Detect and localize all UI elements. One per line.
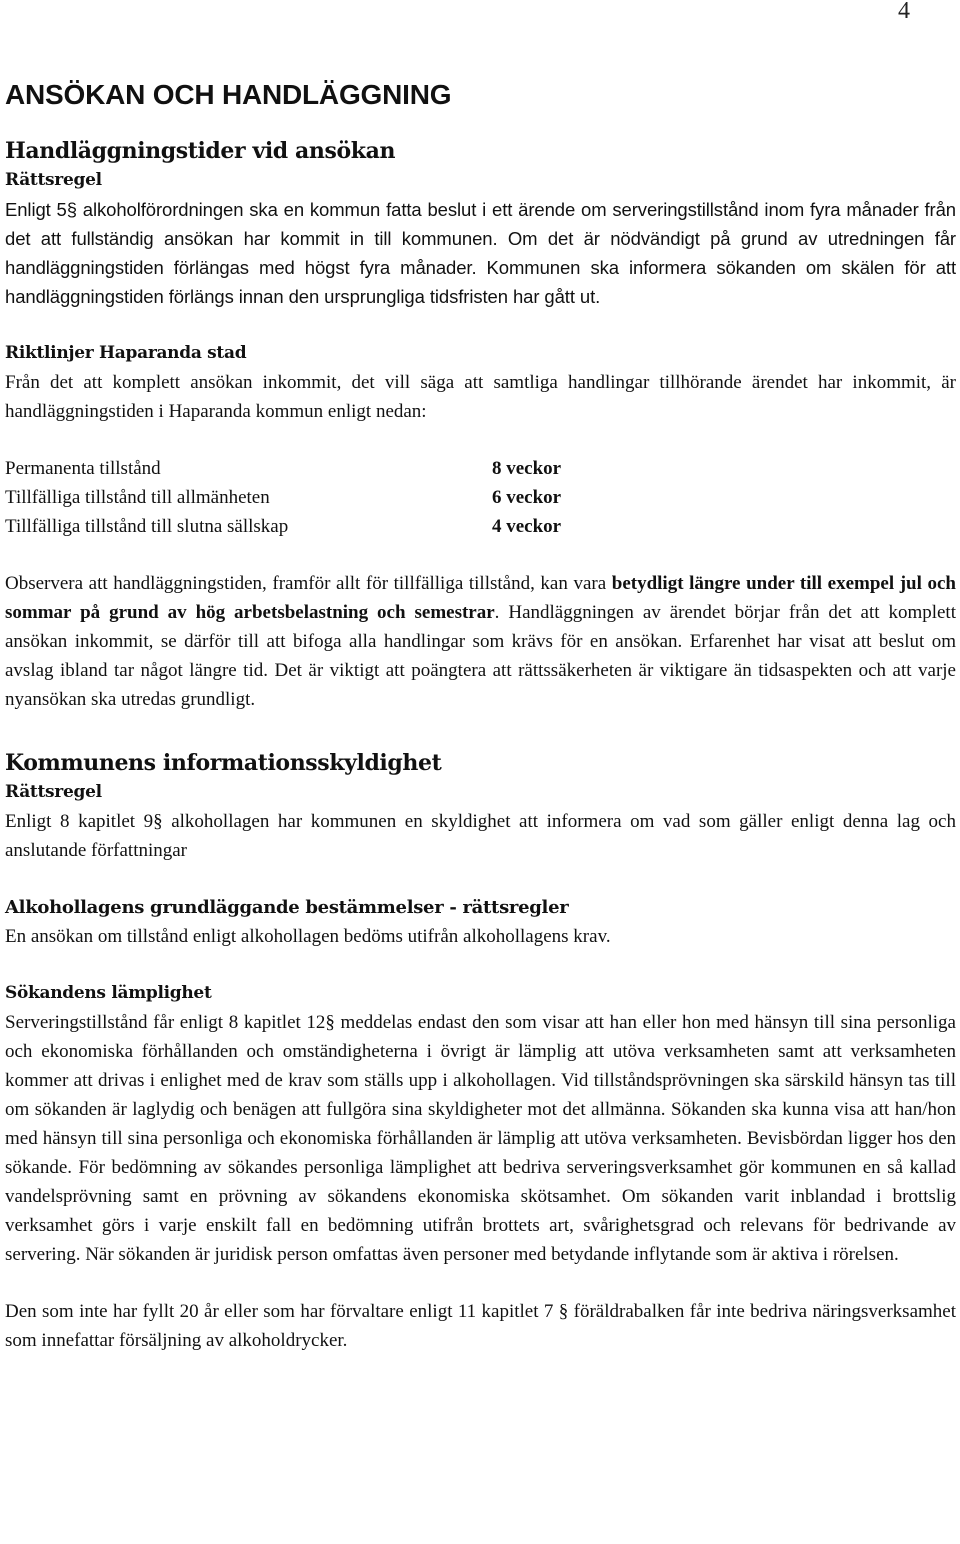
page-number: 4 xyxy=(898,0,910,24)
rule-label: Rättsregel xyxy=(5,782,102,802)
document-title: ANSÖKAN OCH HANDLÄGGNING xyxy=(5,79,452,110)
age-requirement-text: Den som inte har fyllt 20 år eller som har förvaltare enligt 11 kapitlet 7 § föräldrabalken får inte bedriva näringsverksamhet som innefattar försäljning av alkoholdrycker. xyxy=(5,1301,956,1351)
observation-paragraph xyxy=(5,569,956,714)
note-text: Observera att handläggningstiden, framför allt för tillfälliga tillstånd, kan vara xyxy=(5,573,612,594)
rule-text: Enligt 8 kapitlet 9§ alkohollagen har kommunen en skyldighet att informera om vad som gäller enligt denna lag och anslutande författningar xyxy=(5,811,956,861)
section-heading-basic-provisions: Alkohollagens grundläggande bestämmelser - rättsregler xyxy=(5,897,569,918)
basic-provisions-text: En ansökan om tillstånd enligt alkohollagen bedöms utifrån alkohollagens krav. xyxy=(5,926,611,947)
guideline-text: Från det att komplett ansökan inkommit, det vill säga att samtliga handlingar tillhörande ärendet har inkommit, är handläggningstiden i Haparanda kommun enligt nedan: xyxy=(5,372,956,422)
section-heading-applicant-suitability: Sökandens lämplighet xyxy=(5,983,212,1003)
permit-time: 6 veckor xyxy=(492,487,562,508)
note-text: . Handläggningen av ärendet börjar från det att komplett ansökan inkommit, se därför till att bifoga alla handlingar som krävs för en ansökan. Erfarenhet har visat att beslut om avslag ibland tar något längre tid. Det är viktigt att poängtera att rättssäkerheten är viktigare än tidsaspekten och att varje nyansökan ska utredas grundligt. xyxy=(5,602,956,710)
section-heading-information-duty: Kommunens informationsskyldighet xyxy=(5,750,442,776)
permit-time: 4 veckor xyxy=(492,516,562,537)
permit-type: Permanenta tillstånd xyxy=(5,458,161,479)
section-heading-processing-times: Handläggningstider vid ansökan xyxy=(5,138,396,164)
suitability-text: Serveringstillstånd får enligt 8 kapitlet 12§ meddelas endast den som visar att han eller hon med hänsyn till sina personliga och ekonomiska förhållanden och omständigheterna i övrigt är lämplig att utöva verksamheten samt att verksamheten kommer att drivas i enlighet med de krav som ställs upp i alkohollagen. Vid tillståndsprövningen ska särskild hänsyn tas till om sökanden är laglydig och benägen att fullgöra sina skyldigheter mot det allmänna. Sökanden ska kunna visa att han/hon med hänsyn till sina personliga och ekonomiska förhållanden är lämplig att utöva verksamheten. Bevisbördan ligger hos den sökande. För bedömning av sökandes personliga lämplighet att bedriva serveringsverksamhet gör kommunen en så kallad vandelsprövning samt en prövning av sökandens ekonomiska skötsamhet. Om sökanden varit inblandad i brottslig verksamhet görs i varje enskilt fall en bedömning utifrån brottets art, svårighetsgrad och relevans för bedrivande av servering. När sökanden är juridisk person omfattas även personer med betydande inflytande som är aktiva i rörelsen. xyxy=(5,1012,956,1265)
permit-type: Tillfälliga tillstånd till slutna sällskap xyxy=(5,516,289,537)
note-emphasis: betydligt längre under till exempel jul och sommar på grund av hög arbetsbelastning och semestrar xyxy=(5,573,956,623)
permit-time: 8 veckor xyxy=(492,458,562,479)
rule-label: Rättsregel xyxy=(5,170,102,190)
rule-text: Enligt 5§ alkoholförordningen ska en kommun fatta beslut i ett ärende om serveringstillstånd inom fyra månader från det att fullständig ansökan har kommit in till kommunen. Om det är nödvändigt på grund av utredningen får handläggningstiden förlängas med högst fyra månader. Kommunen ska informera sökanden om skälen för att handläggningstiden förlängs innan den ursprungliga tidsfristen har gått ut. xyxy=(5,199,956,307)
guideline-label: Riktlinjer Haparanda stad xyxy=(5,343,247,363)
page-content xyxy=(5,76,956,1355)
permit-type: Tillfälliga tillstånd till allmänheten xyxy=(5,487,270,508)
processing-time-table xyxy=(5,454,956,541)
